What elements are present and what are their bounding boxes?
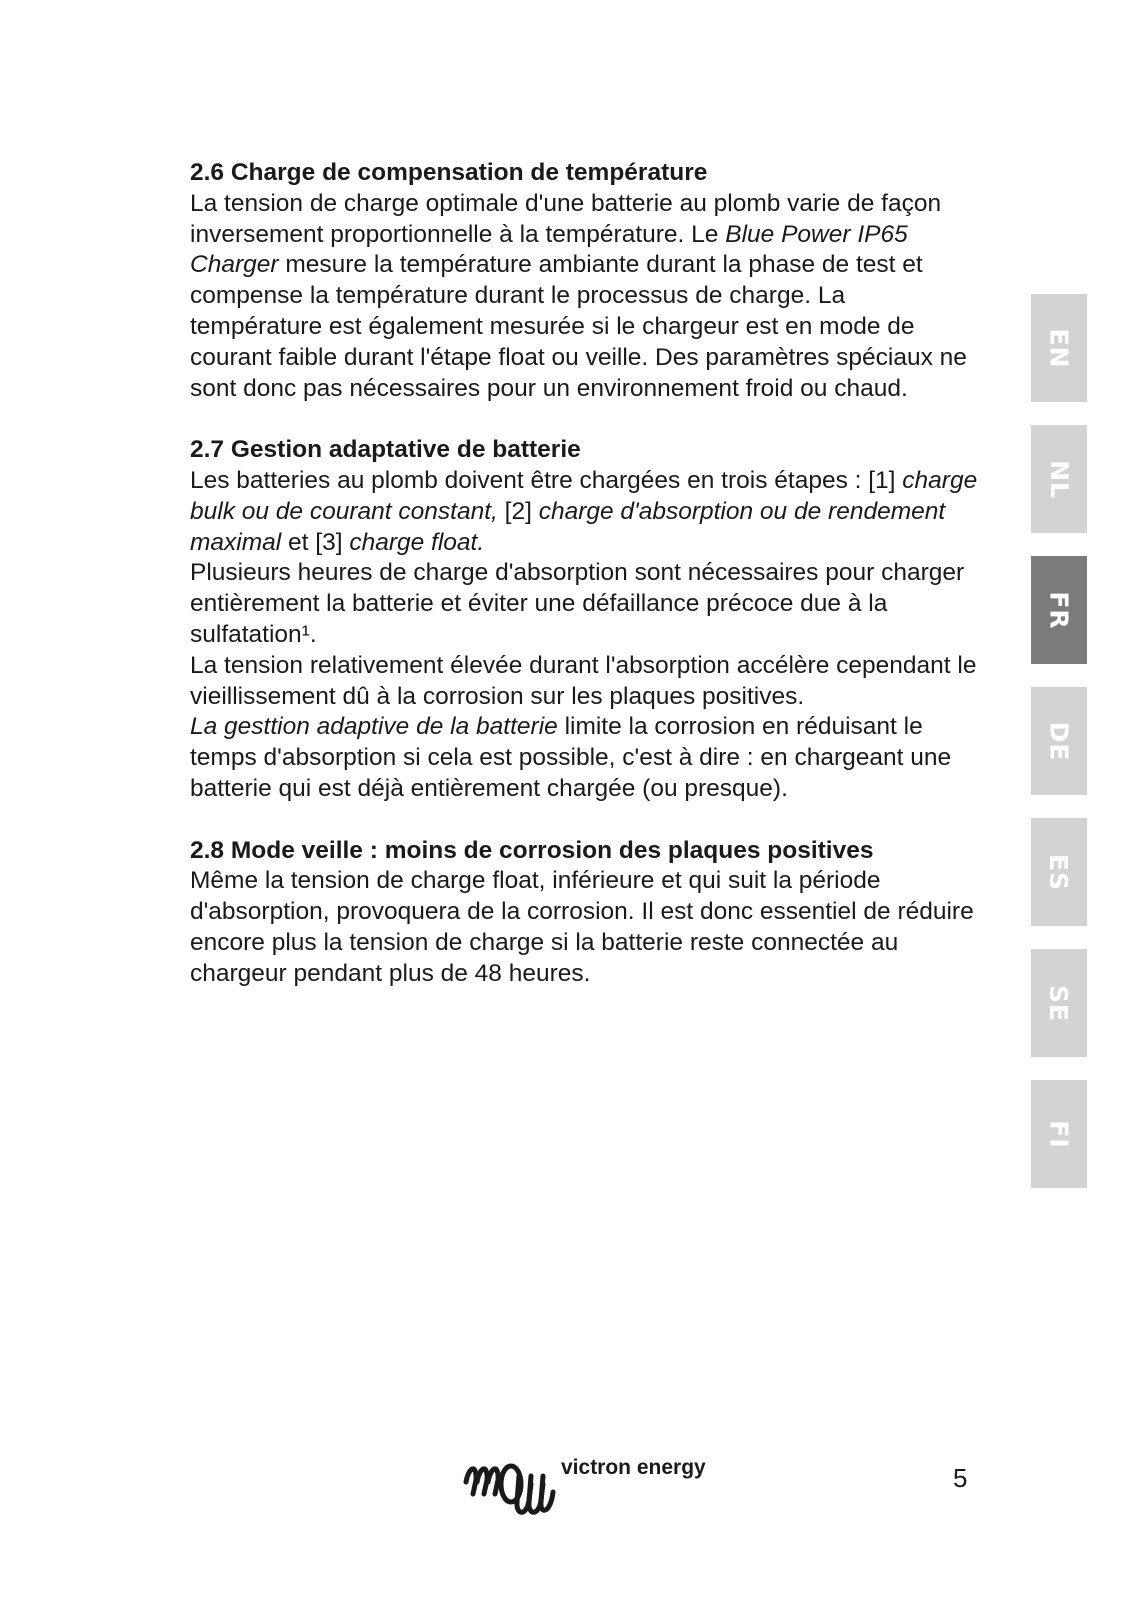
paragraph: Plusieurs heures de charge d'absorption sont nécessaires pour charger entièrement la batterie et éviter une défaillance précoce due à la sulfatation¹. [190,559,965,648]
tab-fi[interactable] [1031,1080,1087,1188]
tab-es[interactable] [1031,818,1087,926]
tab-se[interactable] [1031,949,1087,1057]
section-2-7 [190,435,980,805]
tab-label: ES [1044,853,1074,891]
tab-label: DE [1044,721,1074,761]
tab-label: NL [1044,459,1074,499]
paragraph [190,189,980,405]
section-heading: 2.7 Gestion adaptative de batterie [190,436,581,464]
tab-label: EN [1044,327,1074,369]
section-heading: 2.8 Mode veille : moins de corrosion des plaques positives [190,836,874,864]
page-number: 5 [953,1463,968,1493]
tab-fr[interactable] [1031,556,1087,664]
tab-nl[interactable] [1031,425,1087,533]
text-run: La tension de charge optimale d'une batterie au plomb varie de façon inversement proportionnelle à la température. Le [190,189,942,248]
brand-name: victron energy [561,1456,706,1479]
text-run: et [3] [281,528,350,556]
emphasis: charge float. [349,528,485,556]
text-run: limite la corrosion en réduisant le temps d'absorption si cela est possible, c'est à dire : en chargeant une batterie qui est déjà entièrement chargée (ou presque). [190,713,952,802]
emphasis: La gesttion adaptive de la batterie [190,713,558,741]
text-run: mesure la température ambiante durant la phase de test et compense la température durant le processus de charge. La température est également mesurée si le chargeur est en mode de courant faible durant l'étape float ou veille. Des paramètres spéciaux ne sont donc pas nécessaires pour un environnement froid ou chaud. [190,251,967,402]
tab-label: SE [1044,984,1074,1022]
section-heading: 2.6 Charge de compensation de température [190,159,708,186]
paragraph [190,466,980,558]
victron-logo [461,1452,711,1522]
tab-en[interactable] [1031,294,1087,402]
emphasis: charge d'absorption ou de rendement maximal [190,497,946,556]
tab-label: FR [1044,590,1074,630]
paragraph: Même la tension de charge float, inférieure et qui suit la période d'absorption, provoquera de la corrosion. Il est donc essentiel de réduire encore plus la tension de charge si la batterie reste connectée au chargeur pendant plus de 48 heures. [190,867,974,987]
section-2-8 [190,836,980,990]
text-run: [2] [497,497,539,525]
product-name: Blue Power IP65 Charger [190,220,908,279]
victron-logo-icon [461,1452,556,1522]
document-body [190,158,980,1020]
tab-de[interactable] [1031,687,1087,795]
text-run: Les batteries au plomb doivent être chargées en trois étapes : [1] [190,466,903,494]
emphasis: charge bulk ou de courant constant, [190,466,978,525]
paragraph: La tension relativement élevée durant l'absorption accélère cependant le vieillissement dû à la corrosion sur les plaques positives. [190,651,977,710]
paragraph [190,712,980,804]
tab-label: FI [1044,1119,1074,1149]
section-2-6 [190,158,980,404]
